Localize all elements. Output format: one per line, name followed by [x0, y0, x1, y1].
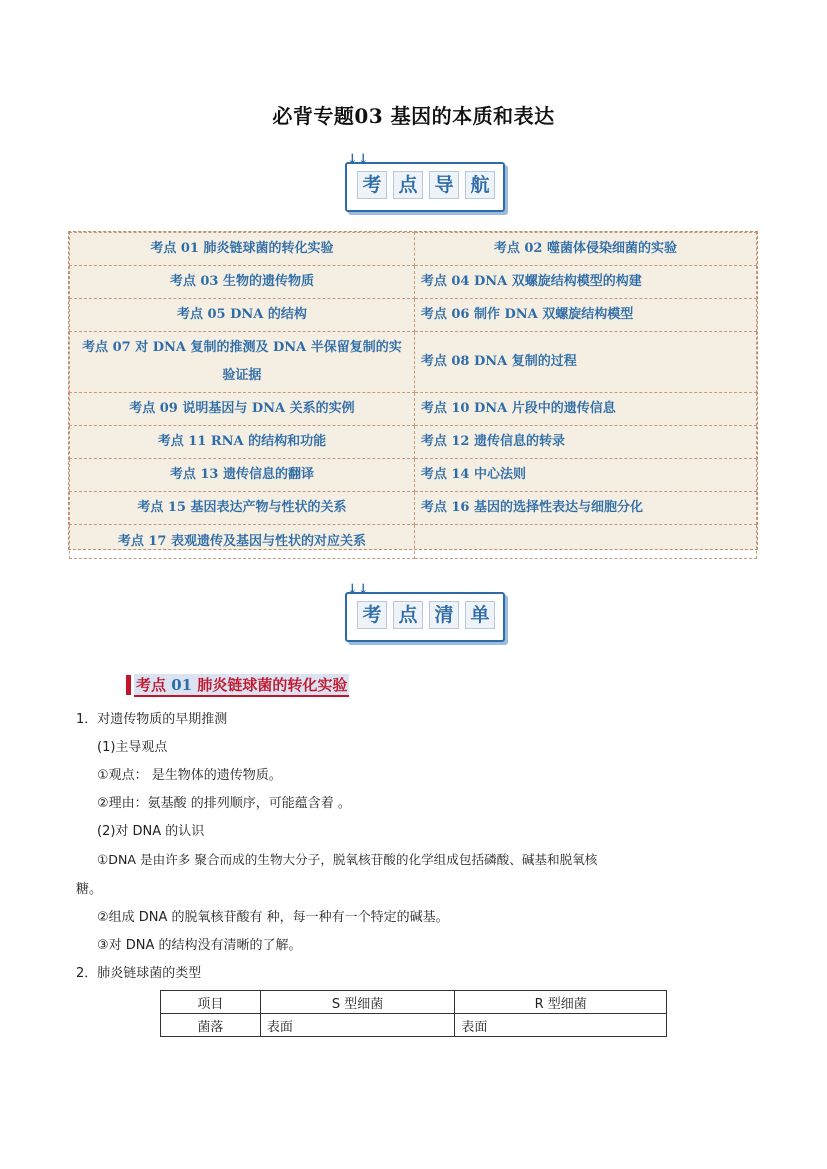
table-row	[161, 991, 667, 1014]
arrow-dots-icon: ↓↓	[347, 582, 369, 597]
content-line: ①DNA 是由许多 聚合而成的生物大分子，脱氧核苷酸的化学组成包括磷酸、碱基和脱氧核	[97, 852, 598, 867]
content-line: ③对 DNA 的结构没有清晰的了解。	[97, 938, 302, 953]
topic-link[interactable]: 考点 01 肺炎链球菌的转化实验	[70, 233, 415, 266]
empty-cell	[414, 525, 756, 559]
banner-char: 航	[465, 171, 495, 199]
banner-char: 考	[357, 601, 387, 629]
topic-link[interactable]: 考点 10 DNA 片段中的遗传信息	[414, 393, 756, 426]
table-row	[161, 1014, 667, 1037]
table-cell: 表面	[455, 1014, 667, 1037]
topic-link[interactable]: 考点 11 RNA 的结构和功能	[70, 426, 415, 459]
table-cell: 菌落	[161, 1014, 261, 1037]
nav-banner	[345, 152, 505, 210]
topic-link[interactable]: 考点 15 基因表达产物与性状的关系	[70, 492, 415, 525]
banner-char: 点	[393, 601, 423, 629]
table-header-cell: S 型细菌	[260, 991, 455, 1014]
topic-link[interactable]: 考点 17 表观遗传及基因与性状的对应关系	[70, 525, 415, 559]
banner-char: 点	[393, 171, 423, 199]
content-line: (2)对 DNA 的认识	[97, 824, 205, 839]
topic-link[interactable]: 考点 06 制作 DNA 双螺旋结构模型	[414, 299, 756, 332]
content-line: (1)主导观点	[97, 740, 168, 755]
heading-marker	[126, 675, 131, 695]
topic-link[interactable]: 考点 09 说明基因与 DNA 关系的实例	[70, 393, 415, 426]
topic-link[interactable]: 考点 12 遗传信息的转录	[414, 426, 756, 459]
page-title: 必背专题03 基因的本质和表达	[272, 104, 555, 128]
section-heading-text: 考点 01 肺炎链球菌的转化实验	[134, 674, 349, 697]
topic-link[interactable]: 考点 13 遗传信息的翻译	[70, 459, 415, 492]
content-line: ①观点： 是生物体的遗传物质。	[97, 768, 282, 783]
table-cell: 表面	[260, 1014, 455, 1037]
banner-char: 单	[465, 601, 495, 629]
section-heading	[126, 674, 349, 696]
topic-link[interactable]: 考点 05 DNA 的结构	[70, 299, 415, 332]
table-header-cell: 项目	[161, 991, 261, 1014]
content-line: 1．对遗传物质的早期推测	[76, 712, 228, 727]
list-banner	[345, 582, 505, 640]
bacteria-type-table	[160, 990, 667, 1037]
topic-link[interactable]: 考点 02 噬菌体侵染细菌的实验	[414, 233, 756, 266]
content-line: 糖。	[76, 882, 103, 897]
banner-char: 清	[429, 601, 459, 629]
content-line: ②理由：氨基酸 的排列顺序，可能蕴含着 。	[97, 796, 351, 811]
banner-char: 考	[357, 171, 387, 199]
table-header-cell: R 型细菌	[455, 991, 667, 1014]
content-line: 2．肺炎链球菌的类型	[76, 966, 202, 981]
topic-link[interactable]: 考点 16 基因的选择性表达与细胞分化	[414, 492, 756, 525]
topic-nav-table	[68, 231, 758, 550]
topic-link[interactable]: 考点 07 对 DNA 复制的推测及 DNA 半保留复制的实验证据	[70, 332, 415, 393]
topic-link[interactable]: 考点 04 DNA 双螺旋结构模型的构建	[414, 266, 756, 299]
topic-link[interactable]: 考点 08 DNA 复制的过程	[414, 332, 756, 393]
content-line: ②组成 DNA 的脱氧核苷酸有 种，每一种有一个特定的碱基。	[97, 910, 449, 925]
arrow-dots-icon: ↓↓	[347, 152, 369, 167]
banner-char: 导	[429, 171, 459, 199]
topic-link[interactable]: 考点 03 生物的遗传物质	[70, 266, 415, 299]
topic-link[interactable]: 考点 14 中心法则	[414, 459, 756, 492]
